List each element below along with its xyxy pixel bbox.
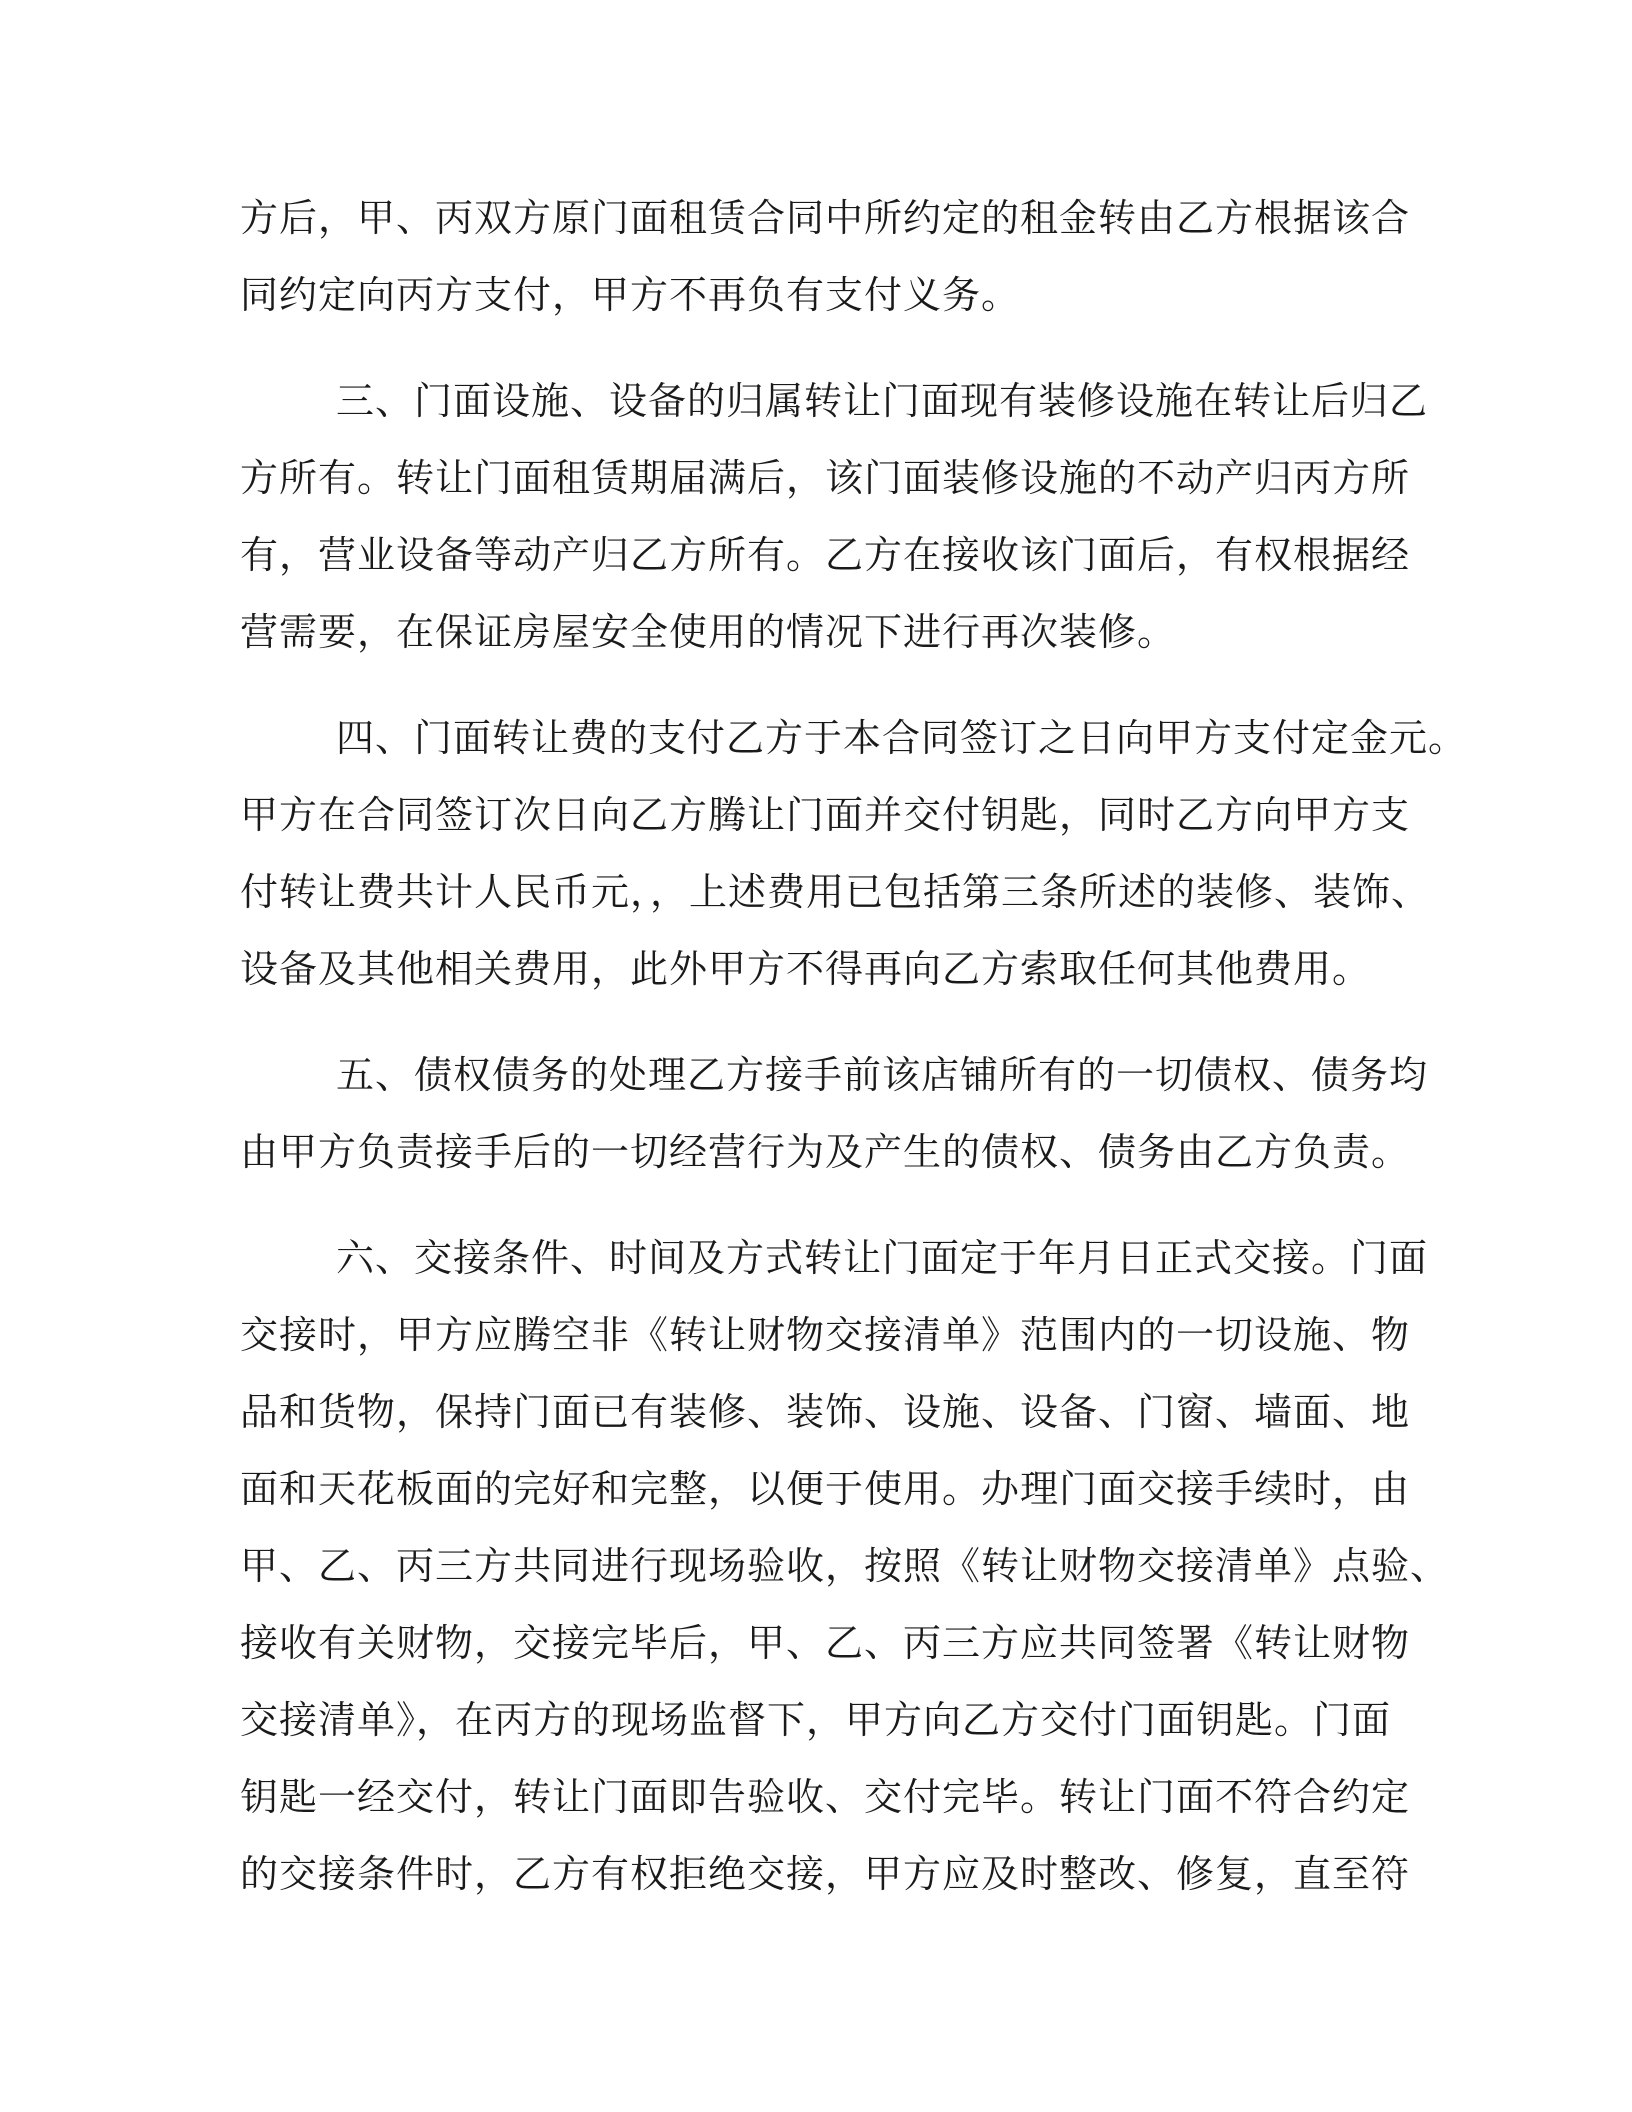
text-line: 甲、乙、丙三方共同进行现场验收，按照《转让财物交接清单》点验、 bbox=[240, 1544, 1450, 1588]
text-line: 六、交接条件、时间及方式转让门面定于年月日正式交接。门面 bbox=[336, 1236, 1429, 1280]
text-line: 面和天花板面的完好和完整，以便于使用。办理门面交接手续时，由 bbox=[240, 1467, 1411, 1511]
text-line: 接收有关财物，交接完毕后，甲、乙、丙三方应共同签署《转让财物 bbox=[240, 1621, 1411, 1665]
text-line: 四、门面转让费的支付乙方于本合同签订之日向甲方支付定金元。 bbox=[336, 716, 1468, 760]
paragraph-1 bbox=[240, 180, 1411, 334]
text-line: 钥匙一经交付，转让门面即告验收、交付完毕。转让门面不符合约定 bbox=[240, 1775, 1411, 1819]
text-line: 品和货物，保持门面已有装修、装饰、设施、设备、门窗、墙面、地 bbox=[240, 1390, 1411, 1434]
text-line: 的交接条件时，乙方有权拒绝交接，甲方应及时整改、修复，直至符 bbox=[240, 1852, 1411, 1896]
text-line: 营需要，在保证房屋安全使用的情况下进行再次装修。 bbox=[240, 610, 1177, 654]
text-line: 三、门面设施、设备的归属转让门面现有装修设施在转让后归乙 bbox=[336, 379, 1429, 423]
text-line: 五、债权债务的处理乙方接手前该店铺所有的一切债权、债务均 bbox=[336, 1053, 1429, 1097]
text-line: 方后，甲、丙双方原门面租赁合同中所约定的租金转由乙方根据该合 bbox=[240, 196, 1411, 240]
paragraph-3 bbox=[240, 700, 1468, 1008]
paragraph-4 bbox=[240, 1037, 1429, 1191]
paragraph-5 bbox=[240, 1220, 1450, 1913]
text-line: 付转让费共计人民币元，，上述费用已包括第三条所述的装修、装饰、 bbox=[240, 870, 1431, 914]
text-line: 交接时，甲方应腾空非《转让财物交接清单》范围内的一切设施、物 bbox=[240, 1313, 1411, 1357]
text-line: 甲方在合同签订次日向乙方腾让门面并交付钥匙，同时乙方向甲方支 bbox=[240, 793, 1411, 837]
paragraph-2 bbox=[240, 363, 1429, 671]
text-line: 交接清单》，在丙方的现场监督下，甲方向乙方交付门面钥匙。门面 bbox=[240, 1698, 1392, 1742]
text-line: 同约定向丙方支付，甲方不再负有支付义务。 bbox=[240, 273, 1021, 317]
text-line: 设备及其他相关费用，此外甲方不得再向乙方索取任何其他费用。 bbox=[240, 947, 1372, 991]
contract-text bbox=[240, 180, 1468, 1913]
text-line: 有，营业设备等动产归乙方所有。乙方在接收该门面后，有权根据经 bbox=[240, 533, 1411, 577]
text-line: 由甲方负责接手后的一切经营行为及产生的债权、债务由乙方负责。 bbox=[240, 1130, 1411, 1174]
text-line: 方所有。转让门面租赁期届满后，该门面装修设施的不动产归丙方所 bbox=[240, 456, 1411, 500]
